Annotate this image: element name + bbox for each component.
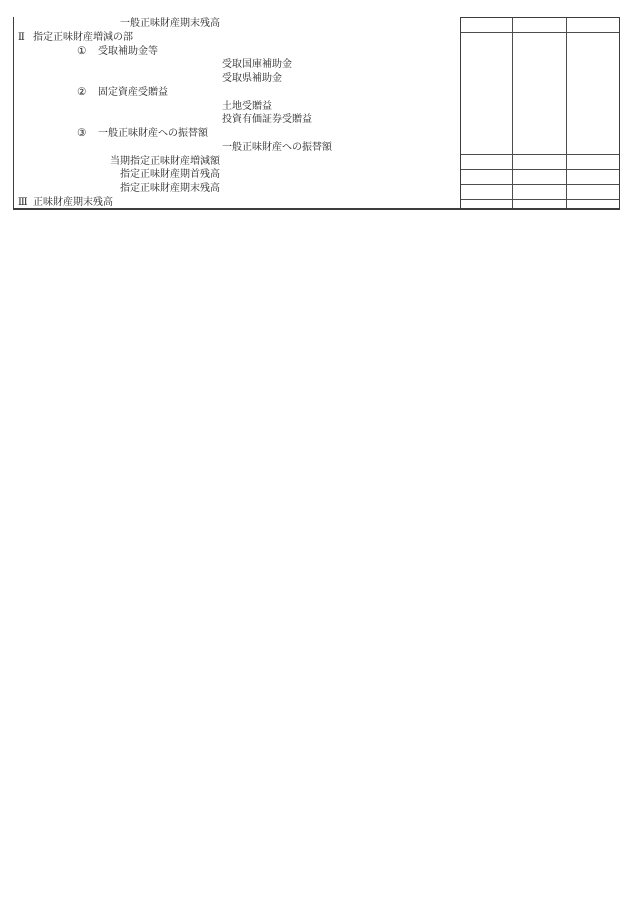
amount-cell: [513, 18, 567, 33]
amount-cell: [461, 170, 513, 185]
row-label: 正味財産期末残高: [33, 196, 113, 208]
form-left-border: [13, 17, 14, 210]
row-label: 受取県補助金: [222, 73, 282, 84]
row-label: 指定正味財産期末残高: [120, 183, 220, 194]
amount-cell: [513, 185, 567, 200]
amount-cell: [567, 170, 619, 185]
row-label: 一般正味財産への振替額: [222, 141, 332, 153]
amount-cell: [461, 18, 513, 33]
row-label: 指定正味財産期首残高: [120, 169, 220, 181]
amount-cell: [513, 155, 567, 170]
section-numeral: Ⅲ: [18, 196, 28, 208]
amount-cell: [461, 185, 513, 200]
item-number: ②: [77, 86, 87, 98]
row-label: 投資有価証券受贈益: [222, 114, 312, 126]
row-label: 当期指定正味財産増減額: [110, 155, 220, 167]
amount-cell: [567, 33, 619, 156]
row-label: 一般正味財産への振替額: [98, 128, 208, 139]
row-label: 土地受贈益: [222, 100, 272, 112]
amount-grid: [460, 17, 620, 210]
row-label: 指定正味財産増減の部: [33, 31, 133, 43]
row-label: 一般正味財産期末残高: [120, 18, 220, 29]
amount-cell: [461, 33, 513, 156]
row-label: 受取補助金等: [98, 45, 158, 57]
item-number: ①: [77, 45, 87, 57]
amount-cell: [513, 33, 567, 156]
amount-cell: [567, 18, 619, 33]
row-label: 固定資産受贈益: [98, 86, 168, 98]
amount-cell: [461, 155, 513, 170]
row-label: 受取国庫補助金: [222, 59, 292, 71]
form-bottom-rule: [13, 208, 620, 210]
item-number: ③: [77, 128, 87, 139]
amount-cell: [567, 155, 619, 170]
amount-cell: [567, 185, 619, 200]
section-numeral: Ⅱ: [18, 31, 25, 43]
amount-cell: [513, 170, 567, 185]
